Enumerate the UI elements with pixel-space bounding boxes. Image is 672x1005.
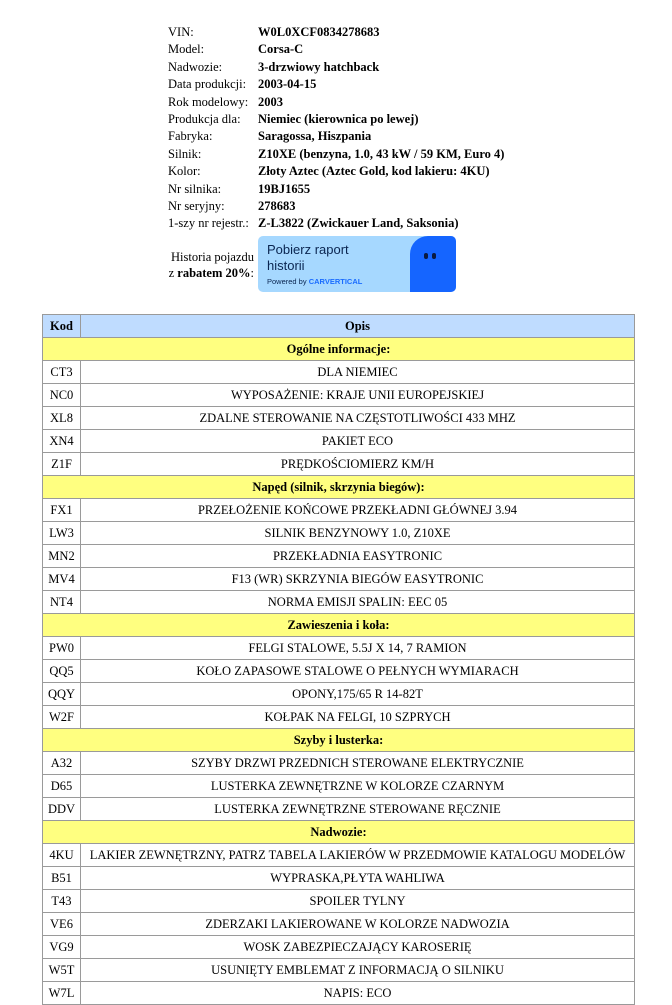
info-row bbox=[168, 198, 504, 215]
info-label: Rok modelowy: bbox=[168, 94, 249, 109]
info-value: 2003-04-15 bbox=[258, 77, 317, 92]
table-row bbox=[43, 775, 635, 798]
option-code: MV4 bbox=[43, 568, 81, 591]
section-row bbox=[43, 729, 635, 752]
table-row bbox=[43, 752, 635, 775]
option-code: W5T bbox=[43, 959, 81, 982]
info-row bbox=[168, 111, 504, 128]
option-code: VG9 bbox=[43, 936, 81, 959]
table-row bbox=[43, 959, 635, 982]
info-label: Silnik: bbox=[168, 146, 202, 161]
option-description: WOSK ZABEZPIECZAJĄCY KAROSERIĘ bbox=[81, 936, 635, 959]
table-row bbox=[43, 867, 635, 890]
option-description: KOŁO ZAPASOWE STALOWE O PEŁNYCH WYMIARACH bbox=[81, 660, 635, 683]
option-description: OPONY,175/65 R 14-82T bbox=[81, 683, 635, 706]
option-description: ZDALNE STEROWANIE NA CZĘSTOTLIWOŚCI 433 MHZ bbox=[81, 407, 635, 430]
info-label: Model: bbox=[168, 42, 205, 57]
table-row bbox=[43, 522, 635, 545]
option-description: SILNIK BENZYNOWY 1.0, Z10XE bbox=[81, 522, 635, 545]
info-label: VIN: bbox=[168, 25, 194, 39]
option-description: PAKIET ECO bbox=[81, 430, 635, 453]
table-row bbox=[43, 798, 635, 821]
info-label: Nr seryjny: bbox=[168, 198, 225, 213]
table-row bbox=[43, 660, 635, 683]
section-row bbox=[43, 821, 635, 844]
option-description: F13 (WR) SKRZYNIA BIEGÓW EASYTRONIC bbox=[81, 568, 635, 591]
option-description: SZYBY DRZWI PRZEDNICH STEROWANE ELEKTRYCZNIE bbox=[81, 752, 635, 775]
option-code: NT4 bbox=[43, 591, 81, 614]
info-label: 1-szy nr rejestr.: bbox=[168, 216, 249, 231]
info-value: 19BJ1655 bbox=[258, 181, 311, 196]
equipment-codes-table bbox=[42, 314, 635, 1005]
info-value: Corsa-C bbox=[258, 42, 304, 57]
option-code: MN2 bbox=[43, 545, 81, 568]
option-code: QQY bbox=[43, 683, 81, 706]
section-title: Zawieszenia i koła: bbox=[43, 614, 635, 637]
history-label-suffix: : bbox=[250, 266, 254, 280]
info-row bbox=[168, 128, 504, 145]
option-description: WYPRASKA,PŁYTA WAHLIWA bbox=[81, 867, 635, 890]
option-description: NAPIS: ECO bbox=[81, 982, 635, 1005]
section-title: Ogólne informacje: bbox=[43, 338, 635, 361]
info-label: Nr silnika: bbox=[168, 181, 222, 196]
info-value: W0L0XCF0834278683 bbox=[258, 25, 380, 39]
powered-by-text bbox=[267, 277, 362, 286]
table-row bbox=[43, 407, 635, 430]
table-row bbox=[43, 913, 635, 936]
table-row bbox=[43, 982, 635, 1005]
option-description: LUSTERKA ZEWNĘTRZNE W KOLORZE CZARNYM bbox=[81, 775, 635, 798]
info-value: Saragossa, Hiszpania bbox=[258, 129, 372, 144]
info-value: Z10XE (benzyna, 1.0, 43 kW / 59 KM, Euro 4) bbox=[258, 146, 505, 161]
info-value: 278683 bbox=[258, 198, 296, 213]
option-code: A32 bbox=[43, 752, 81, 775]
table-row bbox=[43, 568, 635, 591]
option-code: B51 bbox=[43, 867, 81, 890]
report-button-line2: historii bbox=[267, 258, 305, 273]
info-row bbox=[168, 94, 504, 111]
info-label: Data produkcji: bbox=[168, 77, 247, 92]
option-code: W2F bbox=[43, 706, 81, 729]
option-code: QQ5 bbox=[43, 660, 81, 683]
history-label-prefix: z bbox=[168, 266, 178, 280]
section-row bbox=[43, 614, 635, 637]
info-row bbox=[168, 181, 504, 198]
table-row bbox=[43, 637, 635, 660]
option-code: DDV bbox=[43, 798, 81, 821]
info-label: Produkcja dla: bbox=[168, 111, 241, 126]
info-row bbox=[168, 146, 504, 163]
history-label-discount: rabatem 20% bbox=[177, 266, 251, 280]
mascot-icon bbox=[410, 236, 456, 292]
table-row bbox=[43, 890, 635, 913]
option-description: PRZEŁOŻENIE KOŃCOWE PRZEKŁADNI GŁÓWNEJ 3.94 bbox=[81, 499, 635, 522]
option-description: ZDERZAKI LAKIEROWANE W KOLORZE NADWOZIA bbox=[81, 913, 635, 936]
history-label-line1: Historia pojazdu bbox=[171, 250, 254, 264]
get-history-report-button[interactable] bbox=[258, 236, 456, 292]
table-row bbox=[43, 361, 635, 384]
option-description: PRZEKŁADNIA EASYTRONIC bbox=[81, 545, 635, 568]
option-code: 4KU bbox=[43, 844, 81, 867]
info-value: 2003 bbox=[258, 94, 283, 109]
option-description: USUNIĘTY EMBLEMAT Z INFORMACJĄ O SILNIKU bbox=[81, 959, 635, 982]
option-code: W7L bbox=[43, 982, 81, 1005]
table-row bbox=[43, 430, 635, 453]
option-code: NC0 bbox=[43, 384, 81, 407]
section-title: Szyby i lusterka: bbox=[43, 729, 635, 752]
info-value: 3-drzwiowy hatchback bbox=[258, 59, 380, 74]
brand-name: CARVERTICAL bbox=[308, 277, 363, 286]
section-row bbox=[43, 338, 635, 361]
table-row bbox=[43, 706, 635, 729]
table-row bbox=[43, 545, 635, 568]
option-code: PW0 bbox=[43, 637, 81, 660]
table-row bbox=[43, 384, 635, 407]
info-label: Nadwozie: bbox=[168, 59, 223, 74]
option-description: WYPOSAŻENIE: KRAJE UNII EUROPEJSKIEJ bbox=[81, 384, 635, 407]
info-row bbox=[168, 41, 504, 58]
info-row bbox=[168, 163, 504, 180]
info-row bbox=[168, 215, 504, 232]
option-code: VE6 bbox=[43, 913, 81, 936]
option-code: XN4 bbox=[43, 430, 81, 453]
info-value: Niemiec (kierownica po lewej) bbox=[258, 111, 419, 126]
mascot-eye-icon bbox=[432, 253, 436, 259]
table-row bbox=[43, 453, 635, 476]
option-code: CT3 bbox=[43, 361, 81, 384]
table-header-row bbox=[43, 315, 635, 338]
option-description: DLA NIEMIEC bbox=[81, 361, 635, 384]
section-title: Nadwozie: bbox=[43, 821, 635, 844]
info-row bbox=[168, 59, 504, 76]
option-description: LUSTERKA ZEWNĘTRZNE STEROWANE RĘCZNIE bbox=[81, 798, 635, 821]
table-row bbox=[43, 844, 635, 867]
option-code: Z1F bbox=[43, 453, 81, 476]
option-description: NORMA EMISJI SPALIN: EEC 05 bbox=[81, 591, 635, 614]
option-code: T43 bbox=[43, 890, 81, 913]
option-code: D65 bbox=[43, 775, 81, 798]
column-header-description: Opis bbox=[81, 315, 635, 338]
option-description: SPOILER TYLNY bbox=[81, 890, 635, 913]
info-label: Kolor: bbox=[168, 164, 201, 179]
option-description: LAKIER ZEWNĘTRZNY, PATRZ TABELA LAKIERÓW W PRZEDMOWIE KATALOGU MODELÓW bbox=[81, 844, 635, 867]
option-description: FELGI STALOWE, 5.5J X 14, 7 RAMION bbox=[81, 637, 635, 660]
history-section bbox=[166, 236, 466, 296]
vehicle-info bbox=[168, 24, 504, 233]
section-title: Napęd (silnik, skrzynia biegów): bbox=[43, 476, 635, 499]
info-label: Fabryka: bbox=[168, 129, 213, 144]
info-value: Złoty Aztec (Aztec Gold, kod lakieru: 4KU) bbox=[258, 164, 490, 179]
column-header-code: Kod bbox=[43, 315, 81, 338]
report-button-line1: Pobierz raport bbox=[267, 242, 349, 257]
mascot-eye-icon bbox=[424, 253, 428, 259]
table-row bbox=[43, 499, 635, 522]
info-row bbox=[168, 24, 504, 41]
powered-by-label: Powered by bbox=[267, 277, 309, 286]
history-label bbox=[166, 249, 254, 281]
option-code: LW3 bbox=[43, 522, 81, 545]
section-row bbox=[43, 476, 635, 499]
option-description: KOŁPAK NA FELGI, 10 SZPRYCH bbox=[81, 706, 635, 729]
table-row bbox=[43, 936, 635, 959]
table-row bbox=[43, 683, 635, 706]
info-value: Z-L3822 (Zwickauer Land, Saksonia) bbox=[258, 216, 459, 231]
option-code: XL8 bbox=[43, 407, 81, 430]
table-row bbox=[43, 591, 635, 614]
info-row bbox=[168, 76, 504, 93]
option-code: FX1 bbox=[43, 499, 81, 522]
option-description: PRĘDKOŚCIOMIERZ KM/H bbox=[81, 453, 635, 476]
